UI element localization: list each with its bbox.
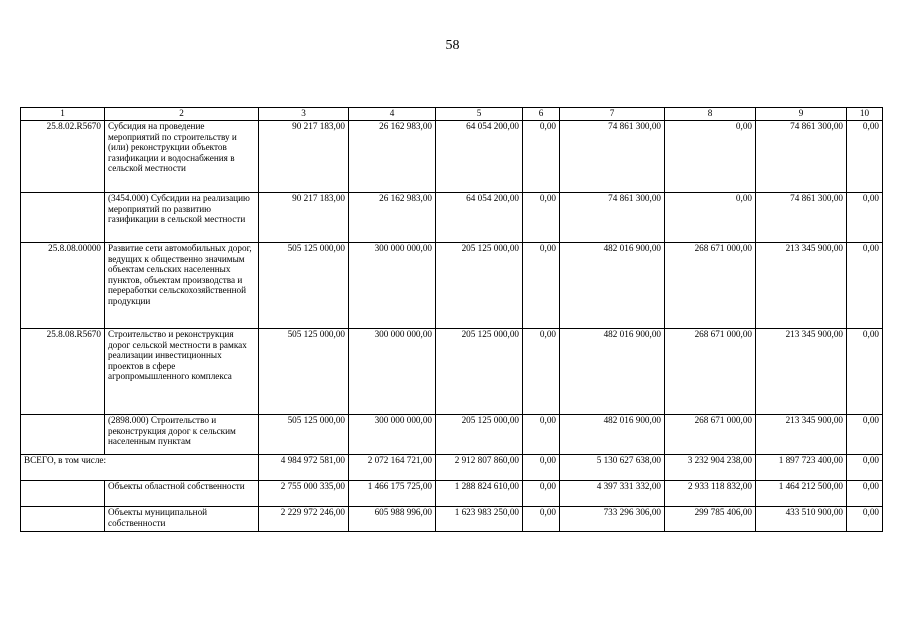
cell-col10: 0,00 (847, 481, 883, 507)
page-number: 58 (445, 38, 460, 53)
cell-col4: 300 000 000,00 (349, 243, 436, 329)
cell-col3: 4 984 972 581,00 (259, 455, 349, 481)
cell-col9: 213 345 900,00 (756, 243, 847, 329)
cell-col6: 0,00 (523, 193, 560, 243)
cell-col9: 74 861 300,00 (756, 121, 847, 193)
cell-col4: 1 466 175 725,00 (349, 481, 436, 507)
cell-col10: 0,00 (847, 243, 883, 329)
cell-col5: 1 623 983 250,00 (436, 507, 523, 532)
row-code: 25.8.02.R5670 (21, 121, 105, 193)
row-name: Субсидия на проведение мероприятий по строительству и (или) реконструкции объектов газификации и водоснабжения в сельской местности (105, 121, 259, 193)
cell-col6: 0,00 (523, 415, 560, 455)
cell-col3: 505 125 000,00 (259, 415, 349, 455)
header-row (21, 108, 883, 121)
row-code (21, 507, 105, 532)
column-header: 8 (665, 108, 756, 121)
cell-col6: 0,00 (523, 329, 560, 415)
row-code: 25.8.08.R5670 (21, 329, 105, 415)
column-header: 5 (436, 108, 523, 121)
cell-col6: 0,00 (523, 243, 560, 329)
cell-col9: 433 510 900,00 (756, 507, 847, 532)
cell-col7: 482 016 900,00 (560, 329, 665, 415)
table-row (21, 329, 883, 415)
cell-col7: 4 397 331 332,00 (560, 481, 665, 507)
cell-col7: 482 016 900,00 (560, 415, 665, 455)
cell-col10: 0,00 (847, 415, 883, 455)
cell-col5: 205 125 000,00 (436, 243, 523, 329)
cell-col4: 300 000 000,00 (349, 415, 436, 455)
cell-col6: 0,00 (523, 507, 560, 532)
cell-col7: 74 861 300,00 (560, 121, 665, 193)
cell-col6: 0,00 (523, 121, 560, 193)
cell-col4: 300 000 000,00 (349, 329, 436, 415)
table-row (21, 415, 883, 455)
cell-col6: 0,00 (523, 481, 560, 507)
cell-col5: 2 912 807 860,00 (436, 455, 523, 481)
table-row (21, 193, 883, 243)
cell-col3: 2 755 000 335,00 (259, 481, 349, 507)
cell-col5: 205 125 000,00 (436, 415, 523, 455)
cell-col7: 5 130 627 638,00 (560, 455, 665, 481)
cell-col8: 0,00 (665, 121, 756, 193)
total-label: ВСЕГО, в том числе: (21, 455, 259, 481)
cell-col9: 213 345 900,00 (756, 415, 847, 455)
subtotal-row (21, 481, 883, 507)
row-name: Строительство и реконструкция дорог сельской местности в рамках реализации инвестиционных проектов в сфере агропромышленного комплекса (105, 329, 259, 415)
row-code: 25.8.08.00000 (21, 243, 105, 329)
cell-col8: 268 671 000,00 (665, 415, 756, 455)
row-code (21, 415, 105, 455)
cell-col6: 0,00 (523, 455, 560, 481)
cell-col9: 213 345 900,00 (756, 329, 847, 415)
cell-col3: 90 217 183,00 (259, 121, 349, 193)
cell-col4: 2 072 164 721,00 (349, 455, 436, 481)
cell-col10: 0,00 (847, 329, 883, 415)
cell-col3: 2 229 972 246,00 (259, 507, 349, 532)
cell-col8: 0,00 (665, 193, 756, 243)
column-header: 2 (105, 108, 259, 121)
column-header: 4 (349, 108, 436, 121)
cell-col10: 0,00 (847, 507, 883, 532)
cell-col10: 0,00 (847, 455, 883, 481)
cell-col7: 733 296 306,00 (560, 507, 665, 532)
row-name: Объекты муниципальной собственности (105, 507, 259, 532)
column-header: 6 (523, 108, 560, 121)
cell-col5: 205 125 000,00 (436, 329, 523, 415)
table-row (21, 243, 883, 329)
cell-col10: 0,00 (847, 121, 883, 193)
column-header: 9 (756, 108, 847, 121)
column-header: 3 (259, 108, 349, 121)
cell-col8: 268 671 000,00 (665, 243, 756, 329)
cell-col5: 1 288 824 610,00 (436, 481, 523, 507)
cell-col4: 26 162 983,00 (349, 193, 436, 243)
row-name: Развитие сети автомобильных дорог, ведущих к общественно значимым объектам сельских населенных пунктов, объектам производства и переработки сельскохозяйственной продукции (105, 243, 259, 329)
table-row (21, 121, 883, 193)
total-row (21, 455, 883, 481)
row-name: (3454.000) Субсидии на реализацию мероприятий по развитию газификации в сельской местности (105, 193, 259, 243)
row-name: Объекты областной собственности (105, 481, 259, 507)
budget-table (20, 107, 883, 532)
column-header: 1 (21, 108, 105, 121)
cell-col3: 505 125 000,00 (259, 329, 349, 415)
row-code (21, 481, 105, 507)
cell-col10: 0,00 (847, 193, 883, 243)
cell-col4: 605 988 996,00 (349, 507, 436, 532)
cell-col7: 74 861 300,00 (560, 193, 665, 243)
cell-col8: 3 232 904 238,00 (665, 455, 756, 481)
cell-col8: 268 671 000,00 (665, 329, 756, 415)
cell-col8: 299 785 406,00 (665, 507, 756, 532)
row-code (21, 193, 105, 243)
cell-col8: 2 933 118 832,00 (665, 481, 756, 507)
cell-col3: 90 217 183,00 (259, 193, 349, 243)
cell-col9: 74 861 300,00 (756, 193, 847, 243)
column-header: 10 (847, 108, 883, 121)
cell-col9: 1 897 723 400,00 (756, 455, 847, 481)
row-name: (2898.000) Строительство и реконструкция дорог к сельским населенным пунктам (105, 415, 259, 455)
cell-col5: 64 054 200,00 (436, 121, 523, 193)
column-header: 7 (560, 108, 665, 121)
cell-col9: 1 464 212 500,00 (756, 481, 847, 507)
subtotal-row (21, 507, 883, 532)
cell-col5: 64 054 200,00 (436, 193, 523, 243)
cell-col3: 505 125 000,00 (259, 243, 349, 329)
cell-col4: 26 162 983,00 (349, 121, 436, 193)
cell-col7: 482 016 900,00 (560, 243, 665, 329)
